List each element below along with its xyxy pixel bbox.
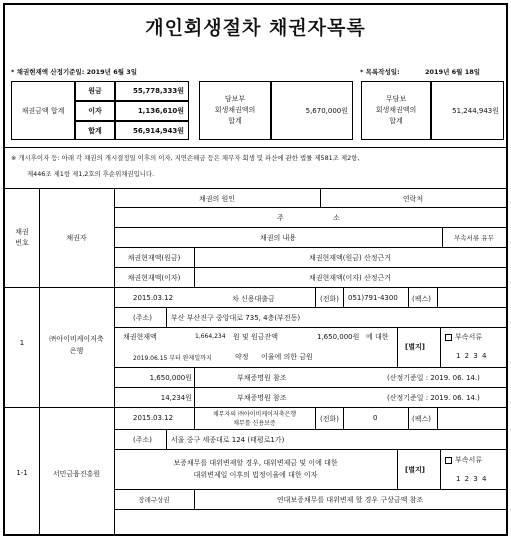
entry-2-content: 보증채무를 대위변제할 경우, 대위변제금 및 이에 대한 대위변제일 이후의 법정이율에 대한 이자	[173, 459, 338, 479]
entry-1-phone-label: (전화)	[320, 295, 339, 303]
entry-1-attach-label: 부속서류	[455, 333, 483, 341]
secured-label: 담보부 회생채권액의 합계	[214, 95, 256, 125]
entry-1-interest-amount: 14,234원	[160, 394, 192, 402]
entry-1-phone: 051)791-4300	[348, 294, 398, 302]
entry-1-attach-nums: 1 2 3 4	[456, 352, 487, 360]
creditor-list-document	[3, 3, 508, 536]
total-sum-label: 합계	[88, 126, 102, 135]
entry-2-date: 2015.03.12	[133, 414, 174, 422]
entry-1-interest-text: 이율에 의한 금원	[261, 353, 313, 361]
interest-basis-header: 채권현재액(이자) 산정근거	[308, 274, 392, 282]
entry-2-future-label: 장래구상권	[138, 496, 170, 504]
creditor-header: 채권자	[66, 234, 87, 242]
principal-sum-label: 원금	[88, 87, 102, 95]
entry-2-creditor: 서민금융진흥원	[52, 470, 101, 478]
note-line-1: ※ 개시후이자 등: 아래 각 채권의 개시결정일 이후의 이자, 지연손해금 등은 채무자 회생 및 파산에 관한 법률 제581조 제2항,	[11, 154, 360, 162]
entry-2-attach-checkbox[interactable]	[445, 457, 452, 464]
entry-1-bracket: [별지]	[405, 343, 425, 351]
interest-sum-label: 이자	[88, 107, 102, 115]
entry-1-no: 1	[19, 339, 25, 347]
entry-1-creditor: ㈜아이비케이저축 은행	[49, 335, 104, 355]
note-line-2: 제446조 제1항 제1,2호의 후순위채권입니다.	[27, 170, 155, 178]
entry-1-regarding: 에 대한	[366, 333, 389, 341]
total-label-cell	[11, 81, 75, 140]
entry-2-fax-label: (팩스)	[412, 415, 431, 423]
address-header-2: 소	[333, 214, 340, 222]
cause-header: 채권의 원인	[198, 195, 236, 203]
entry-1-attach	[445, 332, 482, 342]
entry-1-interest-date: (산정기준일 : 2019. 06. 14.)	[387, 394, 480, 402]
entry-1-fax-label: (팩스)	[412, 295, 431, 303]
entry-1-won-balance: 원 및 원금잔액	[233, 333, 279, 341]
entry-1-principal-amount: 1,650,000원	[149, 374, 192, 382]
created-date: 2019년 6월 18일	[425, 68, 481, 76]
unsecured-label: 무담보 회생채권액의 합계	[375, 95, 417, 125]
total-label: 채권금액 합계	[21, 106, 65, 115]
entry-1-principal-basis: 부채증명원 참조	[237, 374, 287, 382]
entry-1-claim-label: 채권현재액	[123, 333, 157, 341]
secured-value: 5,670,000원	[305, 106, 348, 115]
entry-1-principal-date: (산정기준일 : 2019. 06. 14.)	[387, 374, 480, 382]
no-header: 채권 번호	[15, 228, 29, 247]
entry-2-address-label: (주소)	[133, 436, 152, 444]
document-title: 개인회생절차 채권자목록	[145, 17, 366, 39]
entry-1-attach-checkbox[interactable]	[445, 334, 452, 341]
entry-1-address-label: (주소)	[133, 314, 152, 322]
interest-sum-value: 1,136,610원	[137, 107, 184, 115]
entry-2-address: 서울 중구 세종대로 124 (태평로1가)	[171, 436, 285, 444]
entry-2-no: 1-1	[16, 469, 28, 477]
entry-2-bracket: [별지]	[405, 466, 425, 474]
entry-1-agreement: 약정	[235, 353, 249, 361]
unsecured-value: 51,244,943원	[452, 106, 499, 115]
content-header: 채권의 내용	[259, 234, 297, 242]
principal-sum-value: 55,778,333원	[132, 87, 184, 95]
address-header-1: 주	[277, 214, 284, 222]
created-label: * 목록작성일:	[360, 68, 400, 76]
contact-header: 연락처	[402, 195, 424, 203]
entry-2-phone: 0	[373, 414, 378, 422]
entry-2-attach-nums: 1 2 3 4	[456, 475, 487, 483]
entry-2-cause: 채무자의 ㈜아이비케이저축은행 채무를 신용보증	[212, 411, 297, 427]
entry-2-attach-label: 부속서류	[455, 456, 483, 464]
entry-2-phone-label: (전화)	[320, 415, 339, 423]
entry-2-attach	[445, 455, 482, 465]
entry-1-interest-basis: 부채증명원 참조	[237, 394, 287, 402]
total-sum-value: 56,914,943원	[132, 126, 184, 135]
entry-1-date: 2015.03.12	[133, 294, 174, 302]
attach-header: 부속서류 유무	[454, 234, 494, 242]
entry-2-future-text: 연대보증채무를 대위변제 할 경우 구상금액 참조	[276, 496, 424, 504]
entry-1-balance: 1,650,000원	[317, 333, 360, 341]
interest-header: 채권현재액(이자)	[127, 274, 181, 282]
entry-1-period: 2019.06.15 부터 완제일까지	[133, 355, 212, 362]
entry-1-claim-principal: 1,664,234	[195, 333, 226, 340]
entry-1-address: 부산 부산진구 중앙대로 735, 4층(부전동)	[171, 314, 301, 322]
principal-header: 채권현재액(원금)	[127, 254, 181, 262]
base-date-label: * 채권현재액 산정기준일: 2019년 6월 3일	[11, 68, 138, 76]
principal-basis-header: 채권현재액(원금) 산정근거	[308, 254, 392, 262]
entry-1-cause: 차 신용대출금	[232, 295, 275, 303]
